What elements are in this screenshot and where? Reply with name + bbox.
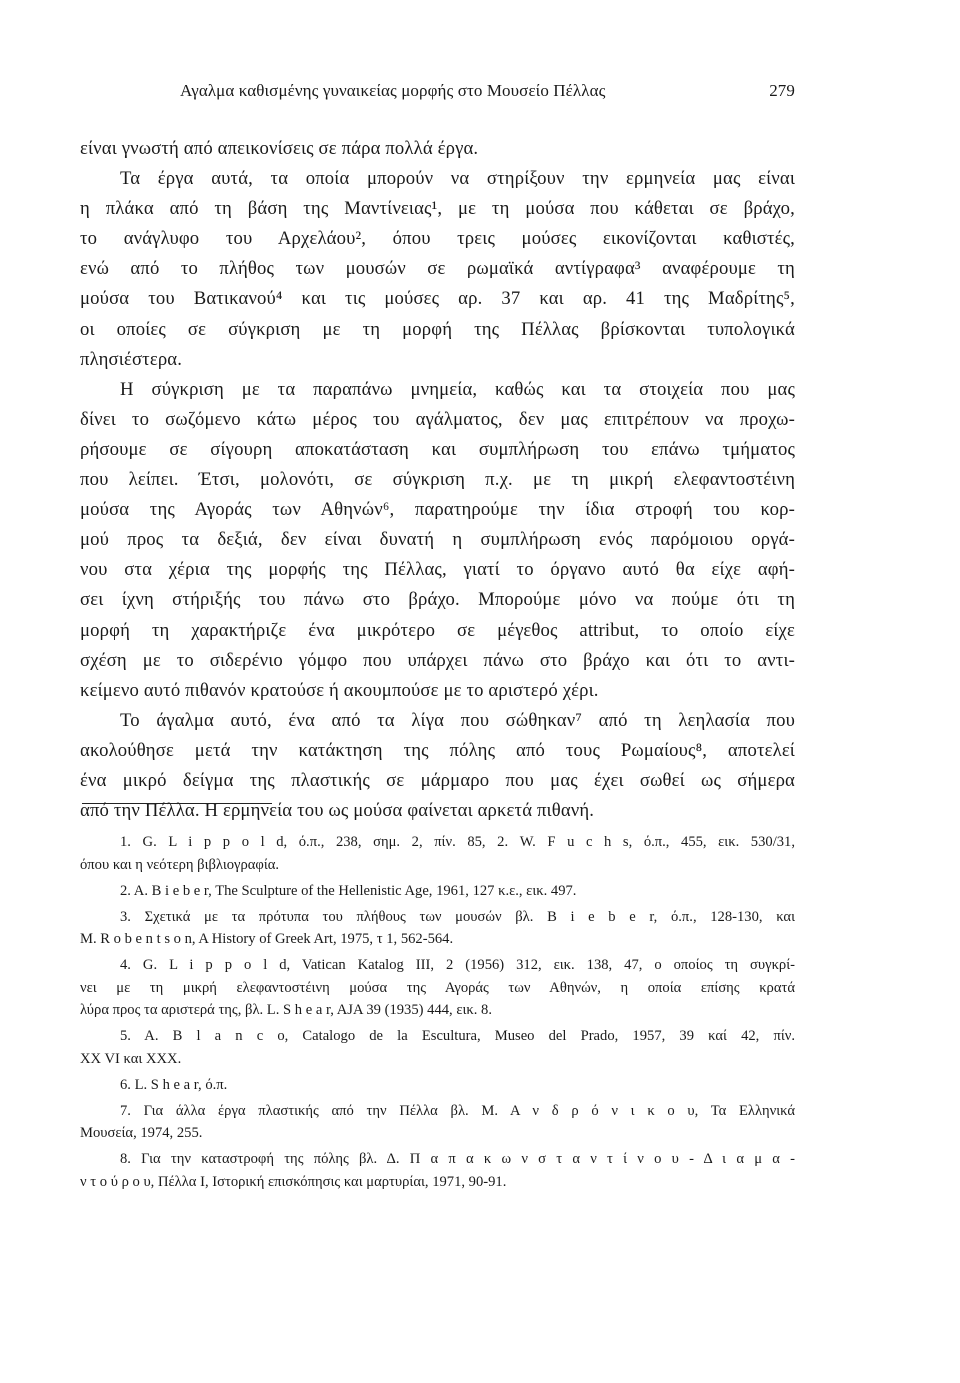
footnote-line: 1. G. L i p p o l d, ό.π., 238, σημ. 2, πίν. 85, 2. W. F u c h s, ό.π., 455, εικ. 530/31, — [120, 834, 795, 850]
body-line: Το άγαλμα αυτό, ένα από τα λίγα που σώθηκαν⁷ από τη λεηλασία που — [120, 709, 795, 731]
body-line: από την Πέλλα. Η ερμηνεία του ως μούσα φαίνεται αρκετά πιθανή. — [80, 800, 595, 822]
body-line: οι οποίες σε σύγκριση με τη μορφή της Πέλλας βρίσκονται τυπολογικά — [80, 318, 795, 340]
page-number: 279 — [769, 81, 795, 100]
footnote-line: 4. G. L i p p o l d, Vatican Katalog III, 2 (1956) 312, εικ. 138, 47, ο οποίος τη συγκρί- — [120, 957, 795, 973]
footnote-line: νει με τη μικρή ελεφαντοστέινη μούσα της Αγοράς των Αθηνών, η οποία επίσης κρατά — [80, 979, 795, 996]
body-line: πλησιέστερα. — [80, 348, 183, 370]
footnote-line: 2. A. B i e b e r, The Sculpture of the Hellenistic Age, 1961, 127 κ.ε., εικ. 497. — [120, 882, 577, 899]
body-line: το ανάγλυφο του Αρχελάου², όπου τρεις μούσες εικονίζονται καθιστές, — [80, 228, 795, 250]
footnote-line: 3. Σχετικά με τα πρότυπα του πλήθους των μουσών βλ. B i e b e r, ό.π., 128-130, και — [120, 908, 795, 925]
footnote-separator — [82, 803, 272, 804]
body-line: ενώ από το πλήθος των μουσών σε ρωμαϊκά αντίγραφα³ αναφέρουμε τη — [80, 258, 795, 280]
footnote-line: ν τ ο ύ ρ ο υ, Πέλλα Ι, Ιστορική επισκόπησις και μαρτυρίαι, 1971, 90-91. — [80, 1173, 507, 1190]
body-line: Η σύγκριση με τα παραπάνω μνημεία, καθώς και τα στοιχεία που μας — [120, 378, 795, 400]
body-line: Τα έργα αυτά, τα οποία μπορούν να στηρίξουν την ερμηνεία μας είναι — [120, 168, 795, 190]
body-line: μούσα της Αγοράς των Αθηνών⁶, παρατηρούμε την ίδια στροφή του κορ- — [80, 499, 795, 521]
footnote-line: Μουσεία, 1974, 255. — [80, 1125, 203, 1141]
body-line: κείμενο αυτό πιθανόν κρατούσε ή ακουμπούσε με το αριστερό χέρι. — [80, 679, 599, 701]
body-line: μορφή τη χαρακτήριζε ένα μικρότερο σε μέγεθος attribut, το οποίο είχε — [80, 619, 795, 641]
footnote-line: 6. L. S h e a r, ό.π. — [120, 1076, 228, 1093]
body-line: μούσα του Βατικανού⁴ και τις μούσες αρ. 37 και αρ. 41 της Μαδρίτης⁵, — [80, 288, 795, 310]
body-line: που λείπει. Έτσι, μολονότι, σε σύγκριση π.χ. με τη μικρή ελεφαντοστέινη — [80, 469, 795, 491]
running-head-title: Αγαλμα καθισμένης γυναικείας μορφής στο Μουσείο Πέλλας — [180, 81, 606, 100]
body-text — [80, 134, 795, 826]
footnote-line: 8. Για την καταστροφή της πόλης βλ. Δ. Π α π α κ ω ν σ τ α ν τ ί ν ο υ - Δ ι α μ α - — [120, 1151, 795, 1167]
footnote-line: 5. A. B l a n c o, Catalogo de la Escultura, Museo del Prado, 1957, 39 καί 42, πίν. — [120, 1028, 795, 1044]
body-line: νου στα χέρια της μορφής της Πέλλας, γιατί το όργανο αυτό θα είχε αφή- — [80, 559, 795, 581]
body-line: σχέση με το σιδερένιο γόμφο που υπάρχει πάνω στο βράχο και ότι το αντι- — [80, 649, 795, 671]
body-line: ρήσουμε σε σίγουρη αποκατάσταση και συμπλήρωση του επάνω τμήματος — [80, 438, 795, 460]
body-line: σει ίχνη στήριξής του πάνω στο βράχο. Μπορούμε μόνο να πούμε ότι τη — [80, 589, 795, 611]
footnote-line: XX VI και XXX. — [80, 1050, 182, 1067]
body-line: ακολούθησε μετά την κατάκτηση της πόλης από τους Ρωμαίους⁸, αποτελεί — [80, 739, 795, 761]
body-line: η πλάκα από τη βάση της Μαντίνειας¹, με τη μούσα που κάθεται σε βράχο, — [80, 198, 795, 220]
footnotes — [80, 831, 795, 1193]
body-line: είναι γνωστή από απεικονίσεις σε πάρα πολλά έργα. — [80, 138, 479, 159]
footnote-line: M. R o b e n t s o n, A History of Greek Art, 1975, τ 1, 562-564. — [80, 931, 454, 947]
footnote-line: όπου και η νεότερη βιβλιογραφία. — [80, 856, 280, 873]
body-line: μού προς τα δεξιά, δεν είναι δυνατή η συμπλήρωση ενός παρόμοιου οργά- — [80, 529, 795, 551]
footnote-line: λύρα προς τα αριστερά της, βλ. L. S h e a r, AJA 39 (1935) 444, εικ. 8. — [80, 1002, 492, 1018]
body-line: δίνει το σωζόμενο κάτω μέρος του αγάλματος, δεν μας επιτρέπουν να προχω- — [80, 408, 795, 430]
footnote-line: 7. Για άλλα έργα πλαστικής από την Πέλλα βλ. M. A ν δ ρ ό ν ι κ ο υ, Τα Ελληνικά — [120, 1102, 795, 1119]
body-line: ένα μικρό δείγμα της πλαστικής σε μάρμαρο που μας έχει σωθεί ως σήμερα — [80, 769, 795, 791]
